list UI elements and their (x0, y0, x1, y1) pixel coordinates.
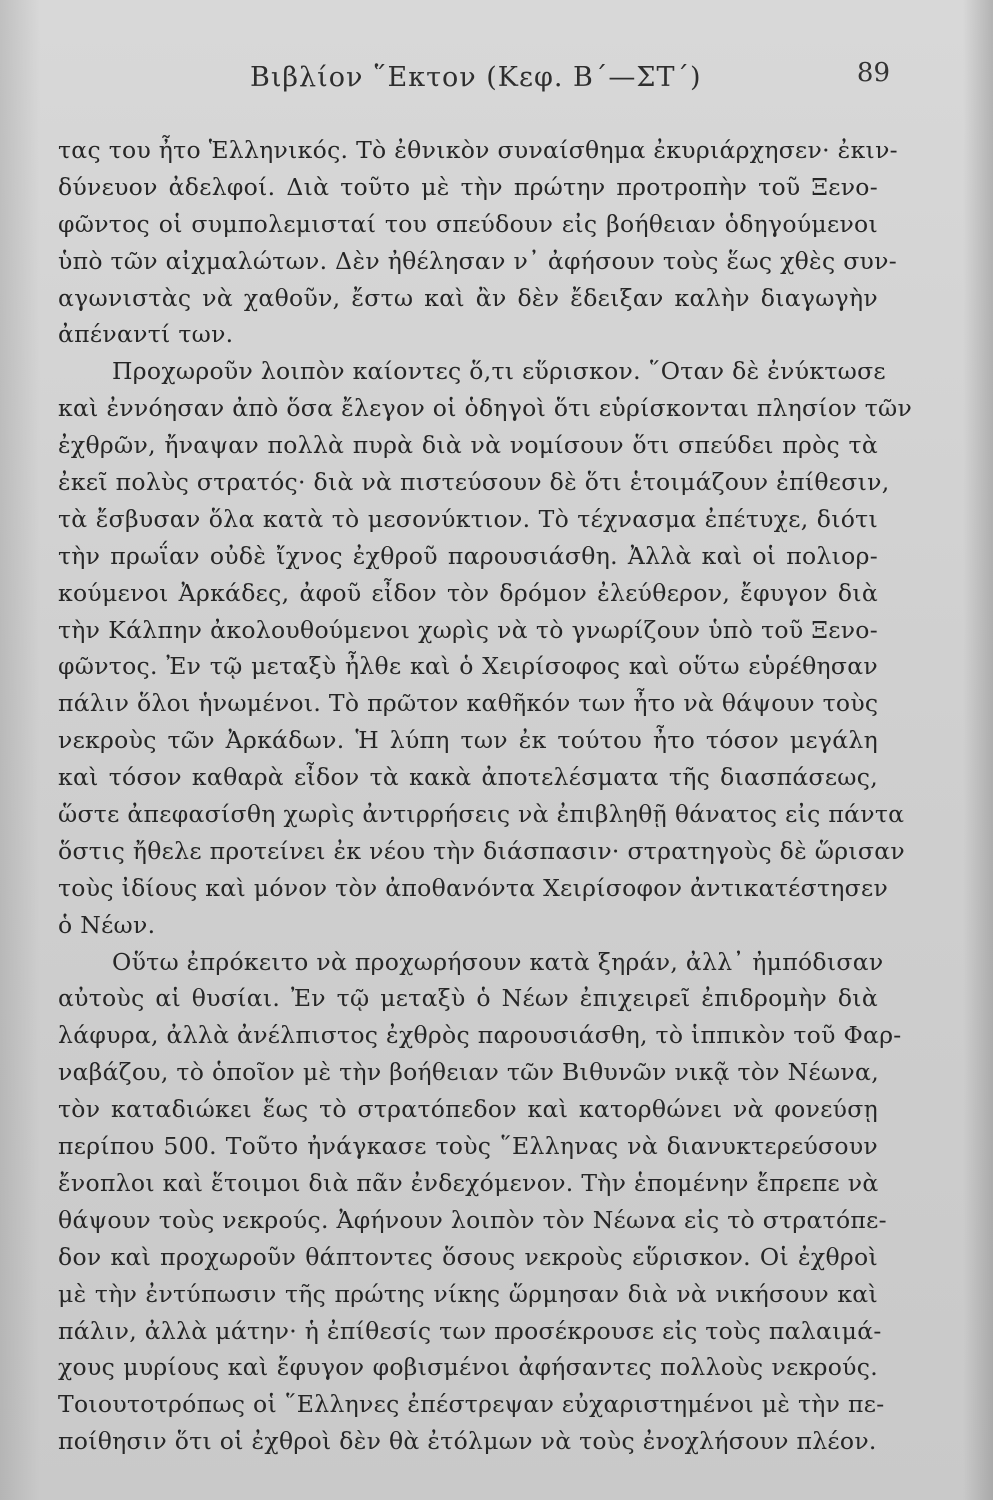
text-line: καὶ ἐννόησαν ἀπὸ ὅσα ἔλεγον οἱ ὁδηγοὶ ὅτι εὑρίσκονται πλησίον τῶν (58, 394, 913, 423)
paragraph-end-line: ποίθησιν ὅτι οἱ ἐχθροὶ δὲν θὰ ἐτόλμων νὰ τοὺς ἐνοχλήσουν πλέον. (58, 1427, 877, 1456)
text-line: δον καὶ προχωροῦν θάπτοντες ὅσους νεκροὺς εὕρισκον. Οἱ ἐχθροὶ (58, 1242, 878, 1271)
text-line: αὐτοὺς αἱ θυσίαι. Ἐν τῷ μεταξὺ ὁ Νέων ἐπιχειρεῖ ἐπιδρομὴν διὰ (58, 984, 878, 1013)
paragraph-start-line: Προχωροῦν λοιπὸν καίοντες ὅ,τι εὕρισκον. ῞Οταν δὲ ἐνύκτωσε (112, 357, 886, 386)
text-line: τὴν πρωΐαν οὐδὲ ἴχνος ἐχθροῦ παρουσιάσθη. Ἀλλὰ καὶ οἱ πολιορ- (58, 541, 878, 570)
paragraph-end-line: ὁ Νέων. (58, 910, 156, 939)
page-number: 89 (856, 58, 890, 88)
text-line: λάφυρα, ἀλλὰ ἀνέλπιστος ἐχθρὸς παρουσιάσθη, τὸ ἱππικὸν τοῦ Φαρ- (58, 1021, 902, 1050)
text-line: αγωνιστὰς νὰ χαθοῦν, ἔστω καὶ ἂν δὲν ἔδειξαν καλὴν διαγωγὴν (58, 283, 878, 312)
running-title: Βιβλίον ῞Εκτον (Κεφ. Β΄—ΣΤ΄) (250, 62, 702, 93)
text-line: χους μυρίους καὶ ἔφυγον φοβισμένοι ἀφήσαντες πολλοὺς νεκρούς. (58, 1353, 878, 1382)
text-line: δύνευον ἀδελφοί. Διὰ τοῦτο μὲ τὴν πρώτην προτροπὴν τοῦ Ξενο- (58, 172, 878, 201)
text-line: ὥστε ἀπεφασίσθη χωρὶς ἀντιρρήσεις νὰ ἐπιβληθῇ θάνατος εἰς πάντα (58, 800, 905, 829)
text-line: τὰ ἔσβυσαν ὅλα κατὰ τὸ μεσονύκτιον. Τὸ τέχνασμα ἐπέτυχε, διότι (58, 504, 878, 533)
text-line: τας του ἦτο Ἑλληνικός. Τὸ ἐθνικὸν συναίσθημα ἐκυριάρχησεν· ἐκιν- (58, 136, 898, 164)
text-line: φῶντος οἱ συμπολεμισταί του σπεύδουν εἰς βοήθειαν ὁδηγούμενοι (58, 209, 878, 238)
body-text (58, 132, 913, 1460)
text-line: ἔνοπλοι καὶ ἕτοιμοι διὰ πᾶν ἐνδεχόμενον. Τὴν ἑπομένην ἔπρεπε νὰ (58, 1168, 879, 1197)
text-line: πάλιν ὅλοι ἡνωμένοι. Τὸ πρῶτον καθῆκόν των ἦτο νὰ θάψουν τοὺς (58, 689, 879, 718)
text-line: τὸν καταδιώκει ἕως τὸ στρατόπεδον καὶ κατορθώνει νὰ φονεύσῃ (58, 1095, 878, 1124)
text-line: θάψουν τοὺς νεκρούς. Ἀφήνουν λοιπὸν τὸν Νέωνα εἰς τὸ στρατόπε- (58, 1205, 887, 1234)
paragraph-end-line: ἀπέναντί των. (58, 320, 234, 349)
text-line: ὑπὸ τῶν αἰχμαλώτων. Δὲν ἠθέλησαν ν᾿ ἀφήσουν τοὺς ἕως χθὲς συν- (58, 246, 897, 275)
paragraph-start-line: Οὕτω ἐπρόκειτο νὰ προχωρήσουν κατὰ ξηράν, ἀλλ᾿ ἠμπόδισαν (112, 947, 884, 976)
text-line: ἐχθρῶν, ἤναψαν πολλὰ πυρὰ διὰ νὰ νομίσουν ὅτι σπεύδει πρὸς τὰ (58, 431, 878, 460)
text-line: Τοιουτοτρόπως οἱ ῞Ελληνες ἐπέστρεψαν εὐχαριστημένοι μὲ τὴν πε- (58, 1390, 885, 1419)
text-line: καὶ τόσον καθαρὰ εἶδον τὰ κακὰ ἀποτελέσματα τῆς διασπάσεως, (58, 763, 878, 792)
text-line: περίπου 500. Τοῦτο ἠνάγκασε τοὺς ῞Ελληνας νὰ διανυκτερεύσουν (58, 1132, 878, 1161)
running-header (60, 58, 890, 102)
text-line: ναβάζου, τὸ ὁποῖον μὲ τὴν βοήθειαν τῶν Βιθυνῶν νικᾷ τὸν Νέωνα, (58, 1058, 879, 1087)
text-line: κούμενοι Ἀρκάδες, ἀφοῦ εἶδον τὸν δρόμον ἐλεύθερον, ἔφυγον διὰ (58, 578, 878, 607)
text-line: τοὺς ἰδίους καὶ μόνον τὸν ἀποθανόντα Χειρίσοφον ἀντικατέστησεν (58, 873, 889, 902)
text-line: μὲ τὴν ἐντύπωσιν τῆς πρώτης νίκης ὥρμησαν διὰ νὰ νικήσουν καὶ (58, 1279, 878, 1308)
text-line: πάλιν, ἀλλὰ μάτην· ἡ ἐπίθεσίς των προσέκρουσε εἰς τοὺς παλαιμά- (58, 1316, 882, 1345)
text-line: ἐκεῖ πολὺς στρατός· διὰ νὰ πιστεύσουν δὲ ὅτι ἑτοιμάζουν ἐπίθεσιν, (58, 468, 890, 497)
text-line: ὅστις ἤθελε προτείνει ἐκ νέου τὴν διάσπασιν· στρατηγοὺς δὲ ὥρισαν (58, 836, 905, 865)
text-line: φῶντος. Ἐν τῷ μεταξὺ ἦλθε καὶ ὁ Χειρίσοφος καὶ οὕτω εὑρέθησαν (58, 652, 878, 681)
text-line: νεκροὺς τῶν Ἀρκάδων. Ἡ λύπη των ἐκ τούτου ἦτο τόσον μεγάλη (58, 726, 878, 755)
text-line: τὴν Κάλπην ἀκολουθούμενοι χωρὶς νὰ τὸ γνωρίζουν ὑπὸ τοῦ Ξενο- (58, 615, 878, 644)
